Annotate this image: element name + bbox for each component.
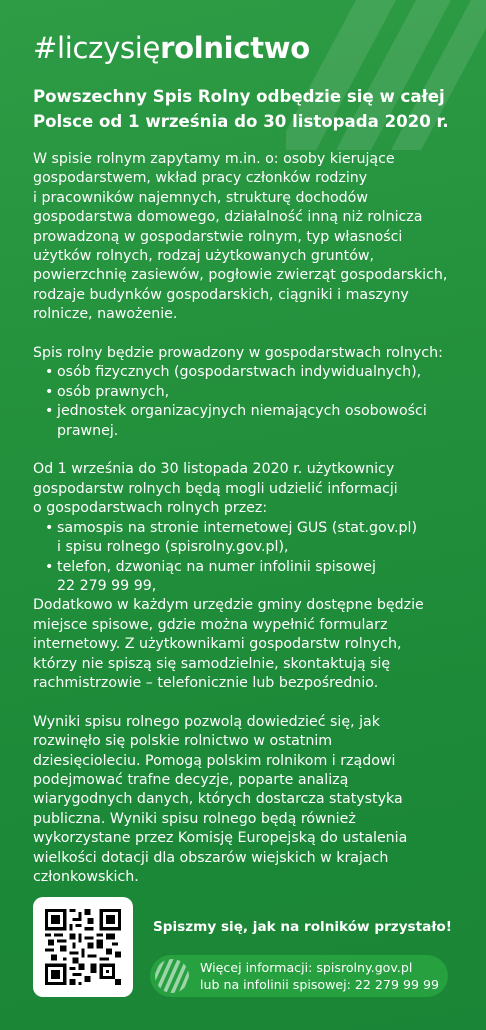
info-text: [200, 959, 439, 993]
list-item: • jednostek organizacyjnych niemających osobowości prawnej.: [33, 402, 463, 441]
methods-list: [33, 519, 463, 597]
paragraph-results: Wyniki spisu rolnego pozwolą dowiedzieć się, jak rozwinęło się polskie rolnictwo w ostatnim dziesięcioleciu. Pomogą polskim rolnikom i rządowi podejmować trafne decyzje, poparte analizą wiarygodnych danych, których dostarcza statystyka publiczna. Wyniki spisu rolnego będą również wykorzystane przez Komisję Europejską do ustalenia wielkości dotacji dla obszarów wiejskich w krajach członkowskich.: [33, 713, 408, 885]
headline-line: Polsce od 1 września do 30 listopada 2020 r.: [33, 112, 449, 131]
diagonal-stripes-logo-icon: [154, 958, 190, 994]
list-item: • samospis na stronie internetowej GUS (stat.gov.pl) i spisu rolnego (spisrolny.gov.pl),: [33, 519, 463, 558]
campaign-slogan: Spiszmy się, jak na rolników przystało!: [153, 919, 452, 935]
paragraph-methods-intro: Od 1 września do 30 listopada 2020 r. użytkownicy gospodarstw rolnych będą mogli udzielić informacji o gospodarstwach rolnych przez:: [33, 461, 398, 517]
headline: [33, 84, 463, 134]
scope-list: [33, 363, 463, 441]
info-contact-pill[interactable]: [150, 955, 448, 997]
qr-code-icon: [45, 909, 121, 985]
qr-code[interactable]: [33, 897, 133, 997]
paragraph-methods-outro: Dodatkowo w każdym urzędzie gminy dostępne będzie miejsce spisowe, gdzie można wypełnić formularz internetowy. Z użytkownikami gospodarstw rolnych, którzy nie spiszą się samodzielnie, skontaktują się rachmistrzowie – telefonicznie lub bezpośrednio.: [33, 597, 424, 691]
list-item: • osób fizycznych (gospodarstwach indywidualnych),: [33, 363, 463, 382]
paragraph-scope-intro: Spis rolny będzie prowadzony w gospodarstwach rolnych:: [33, 345, 443, 362]
hashtag-prefix: #liczysię: [33, 31, 161, 65]
info-hotline: lub na infolinii spisowej: 22 279 99 99: [200, 977, 440, 992]
info-website: Więcej informacji: spisrolny.gov.pl: [200, 960, 413, 975]
headline-line: Powszechny Spis Rolny odbędzie się w całej: [33, 87, 445, 106]
campaign-hashtag: [33, 31, 310, 65]
list-item: • telefon, dzwoniąc na numer infolinii spisowej 22 279 99 99,: [33, 558, 463, 597]
body-text: [33, 150, 463, 887]
list-item: • osób prawnych,: [33, 383, 463, 402]
hashtag-keyword: rolnictwo: [160, 31, 310, 65]
paragraph-questions: W spisie rolnym zapytamy m.in. o: osoby kierujące gospodarstwem, wkład pracy członków rodziny i pracowników najemnych, strukturę dochodów gospodarstwa domowego, działalność inną niż rolnicza prowadzoną w gospodarstwie rolnym, typ własności użytków rolnych, rodzaj użytkowanych gruntów, powierzchnię zasiewów, pogłowie zwierząt gospodarskich, rodzaje budynków gospodarskich, ciągniki i maszyny rolnicze, nawożenie.: [33, 151, 448, 323]
